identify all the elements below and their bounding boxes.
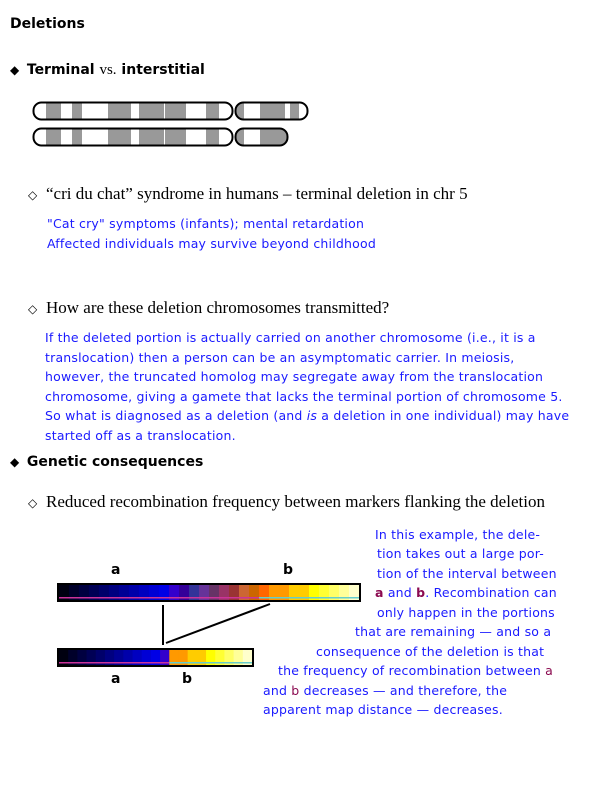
marker-b-highlight: b [416, 585, 426, 600]
note-line: Affected individuals may survive beyond childhood [47, 235, 376, 251]
explanation-line [278, 661, 553, 681]
heading-interstitial: interstitial [121, 62, 205, 78]
deleted-interval-bar [58, 649, 253, 666]
heading-text: Genetic consequences [26, 454, 204, 470]
explanation-line: tion takes out a large por- [377, 546, 545, 561]
heading-vs: vs. [99, 62, 117, 78]
explanation-line: In this example, the dele- [375, 527, 541, 542]
deletion-right-boundary-line [166, 604, 270, 643]
note-line: translocation) then a person can be an asymptomatic carrier. In meiosis, [45, 349, 515, 365]
explanation-text-span: the frequency of recombination between [278, 663, 546, 678]
subpoint-text: Reduced recombination frequency between markers flanking the deletion [46, 492, 545, 511]
explanation-line [263, 681, 507, 701]
note-line: however, the truncated homolog may segregate away from the translocation [45, 369, 544, 384]
explanation-text-span: decreases — and therefore, the [303, 683, 508, 698]
note-line: started off as a translocation. [45, 427, 236, 443]
note-line: chromosome, giving a gamete that lacks the terminal portion of chromosome 5. [45, 388, 563, 404]
bar-underline-magenta [59, 597, 259, 599]
explanation-line: consequence of the deletion is that [316, 644, 545, 659]
page-title: Deletions [10, 16, 85, 32]
explanation-text-span: and [263, 683, 292, 698]
explanation-line: tion of the interval between [377, 566, 557, 581]
explanation-text-span: . Recombination can [425, 585, 557, 600]
marker-a-label-bottom: a [111, 671, 121, 687]
note-text: So what is diagnosed as a deletion (and [45, 408, 307, 423]
marker-a-highlight: a [545, 663, 554, 678]
hollow-diamond-bullet-icon: ◇ [28, 188, 38, 202]
hollow-diamond-bullet-icon: ◇ [28, 496, 38, 510]
subpoint-text: How are these deletion chromosomes transmitted? [46, 298, 390, 317]
marker-b-highlight: b [291, 683, 300, 698]
marker-b-label-top: b [283, 562, 294, 578]
note-line: "Cat cry" symptoms (infants); mental retardation [47, 216, 365, 231]
explanation-line: that are remaining — and so a [355, 624, 552, 639]
explanation-line: only happen in the portions [377, 605, 555, 620]
hollow-diamond-bullet-icon: ◇ [28, 302, 38, 316]
explanation-line [375, 583, 557, 603]
full-interval-bar [58, 584, 360, 601]
marker-a-highlight: a [375, 585, 384, 600]
explanation-text-span: and [383, 585, 417, 600]
note-line: If the deleted portion is actually carried on another chromosome (i.e., it is a [45, 330, 536, 345]
bar-underline-magenta [59, 662, 169, 664]
note-text: a deletion in one individual) may have [317, 408, 570, 423]
subpoint-text: “cri du chat” syndrome in humans – terminal deletion in chr 5 [46, 184, 468, 203]
marker-b-label-bottom: b [182, 671, 193, 687]
heading-terminal: Terminal [26, 62, 95, 78]
explanation-line: apparent map distance — decreases. [263, 702, 503, 717]
filled-diamond-bullet-icon: ◆ [10, 455, 20, 469]
bar-underline-cyan [259, 597, 359, 599]
emphasis-is: is [306, 408, 318, 423]
marker-a-label-top: a [111, 562, 121, 578]
bar-underline-cyan [169, 662, 252, 664]
filled-diamond-bullet-icon: ◆ [10, 63, 20, 77]
